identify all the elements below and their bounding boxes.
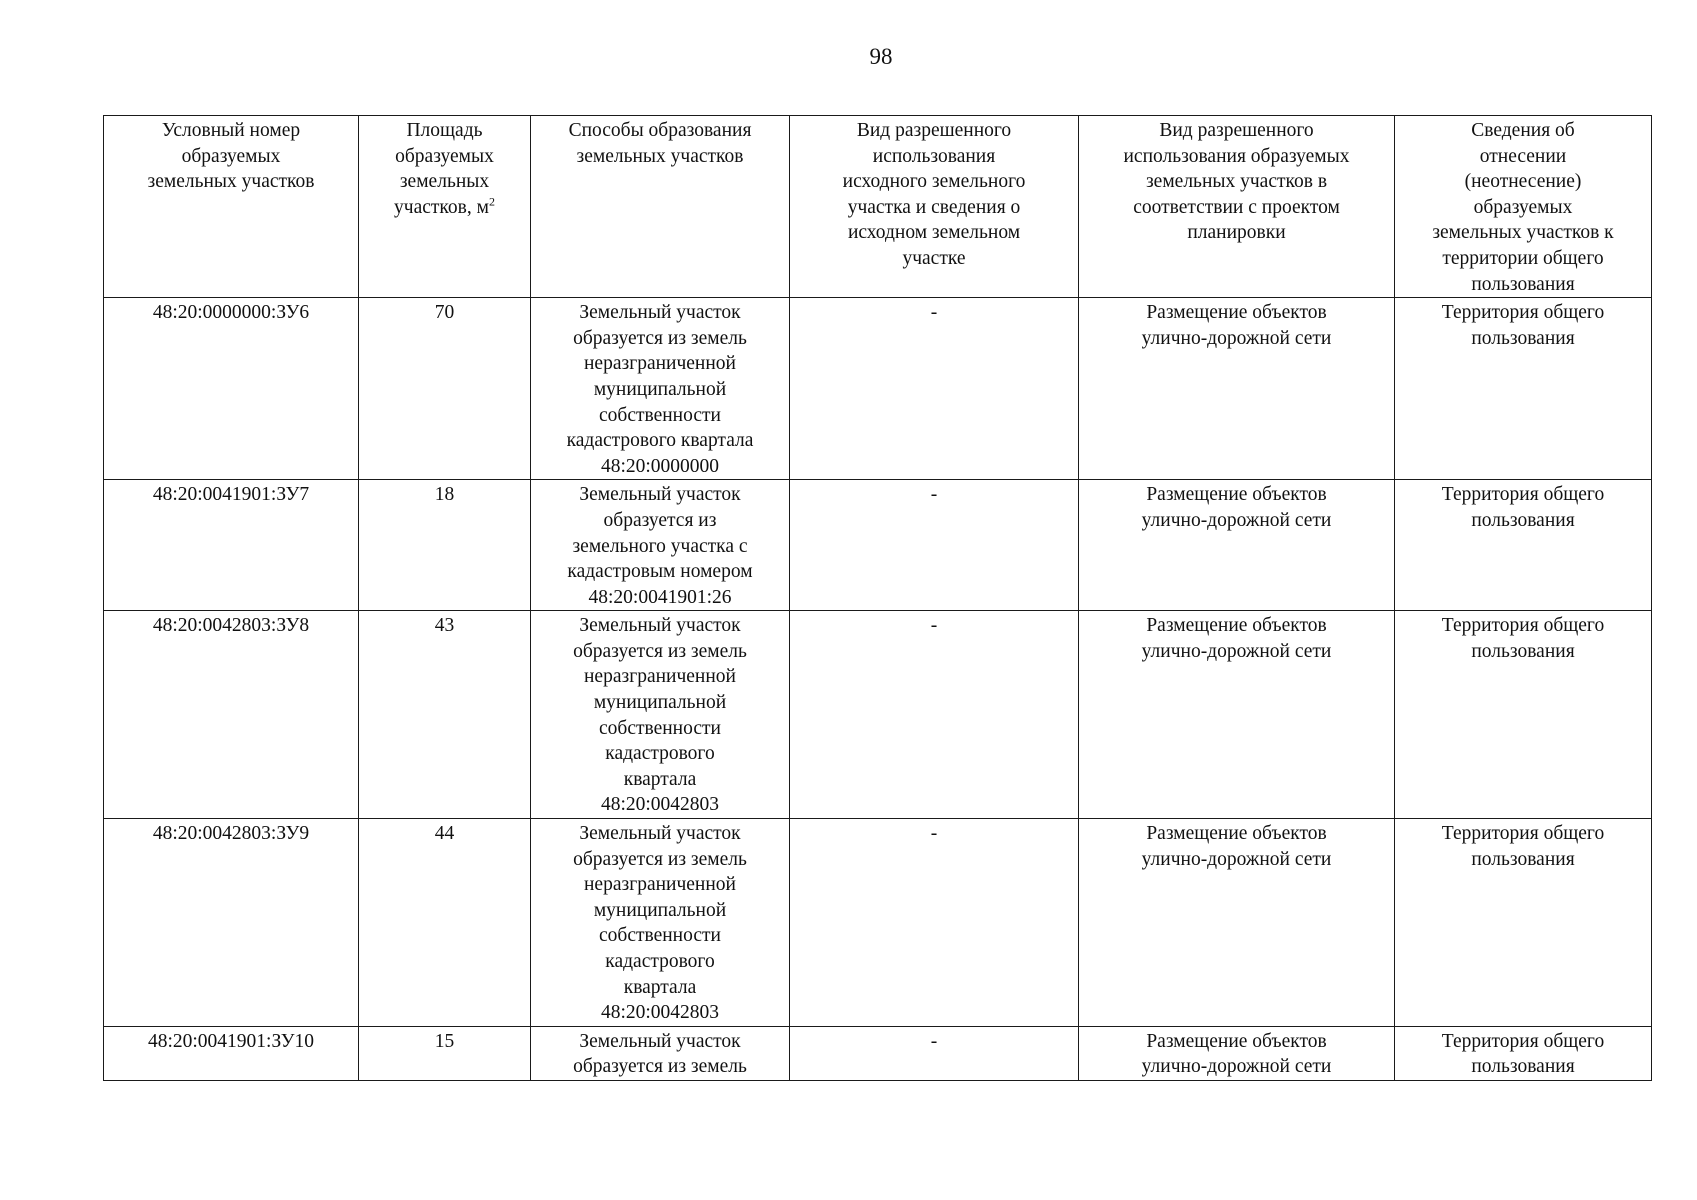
public-status-cell: Территория общего пользования [1395,819,1652,1027]
header-public-territory-status: Сведения об отнесении (неотнесение) образуемых земельных участков к территории общего пользования [1395,116,1652,298]
land-plots-table [103,115,1652,1081]
plot-area-cell: 18 [359,480,531,611]
page-number: 98 [869,44,893,69]
planned-use-cell: Размещение объектов улично-дорожной сети [1079,819,1395,1027]
plot-number-cell: 48:20:0041901:ЗУ10 [104,1026,359,1080]
plot-number-cell: 48:20:0000000:ЗУ6 [104,298,359,480]
header-plot-area: Площадь образуемых земельных участков, $м^2$ [359,116,531,298]
source-use-cell: - [790,1026,1079,1080]
formation-method-cell: Земельный участок образуется из земель неразграниченной муниципальной собственности кадастрового квартала 48:20:0042803 [531,819,790,1027]
table-row [104,611,1652,819]
plot-area-cell: 43 [359,611,531,819]
source-use-cell: - [790,298,1079,480]
public-status-cell: Территория общего пользования [1395,611,1652,819]
plot-number-cell: 48:20:0042803:ЗУ9 [104,819,359,1027]
table-row [104,298,1652,480]
formation-method-cell: Земельный участок образуется из земель [531,1026,790,1080]
source-use-cell: - [790,819,1079,1027]
planned-use-cell: Размещение объектов улично-дорожной сети [1079,298,1395,480]
header-planned-permitted-use: Вид разрешенного использования образуемых земельных участков в соответствии с проектом планировки [1079,116,1395,298]
plot-number-cell: 48:20:0041901:ЗУ7 [104,480,359,611]
planned-use-cell: Размещение объектов улично-дорожной сети [1079,480,1395,611]
formation-method-cell: Земельный участок образуется из земельного участка с кадастровым номером 48:20:0041901:26 [531,480,790,611]
plot-area-cell: 70 [359,298,531,480]
planned-use-cell: Размещение объектов улично-дорожной сети [1079,1026,1395,1080]
formation-method-cell: Земельный участок образуется из земель неразграниченной муниципальной собственности кадастрового квартала 48:20:0042803 [531,611,790,819]
header-formation-method: Способы образования земельных участков [531,116,790,298]
header-plot-number: Условный номер образуемых земельных участков [104,116,359,298]
public-status-cell: Территория общего пользования [1395,298,1652,480]
planned-use-cell: Размещение объектов улично-дорожной сети [1079,611,1395,819]
source-use-cell: - [790,480,1079,611]
table-row [104,480,1652,611]
public-status-cell: Территория общего пользования [1395,1026,1652,1080]
plot-area-cell: 44 [359,819,531,1027]
table-row [104,819,1652,1027]
table-header-row [104,116,1652,298]
plot-number-cell: 48:20:0042803:ЗУ8 [104,611,359,819]
formation-method-cell: Земельный участок образуется из земель неразграниченной муниципальной собственности кадастрового квартала 48:20:0000000 [531,298,790,480]
square-superscript: 2 [488,194,495,209]
header-source-permitted-use: Вид разрешенного использования исходного земельного участка и сведения о исходном земельном участке [790,116,1079,298]
source-use-cell: - [790,611,1079,819]
table-row [104,1026,1652,1080]
plot-area-cell: 15 [359,1026,531,1080]
public-status-cell: Территория общего пользования [1395,480,1652,611]
